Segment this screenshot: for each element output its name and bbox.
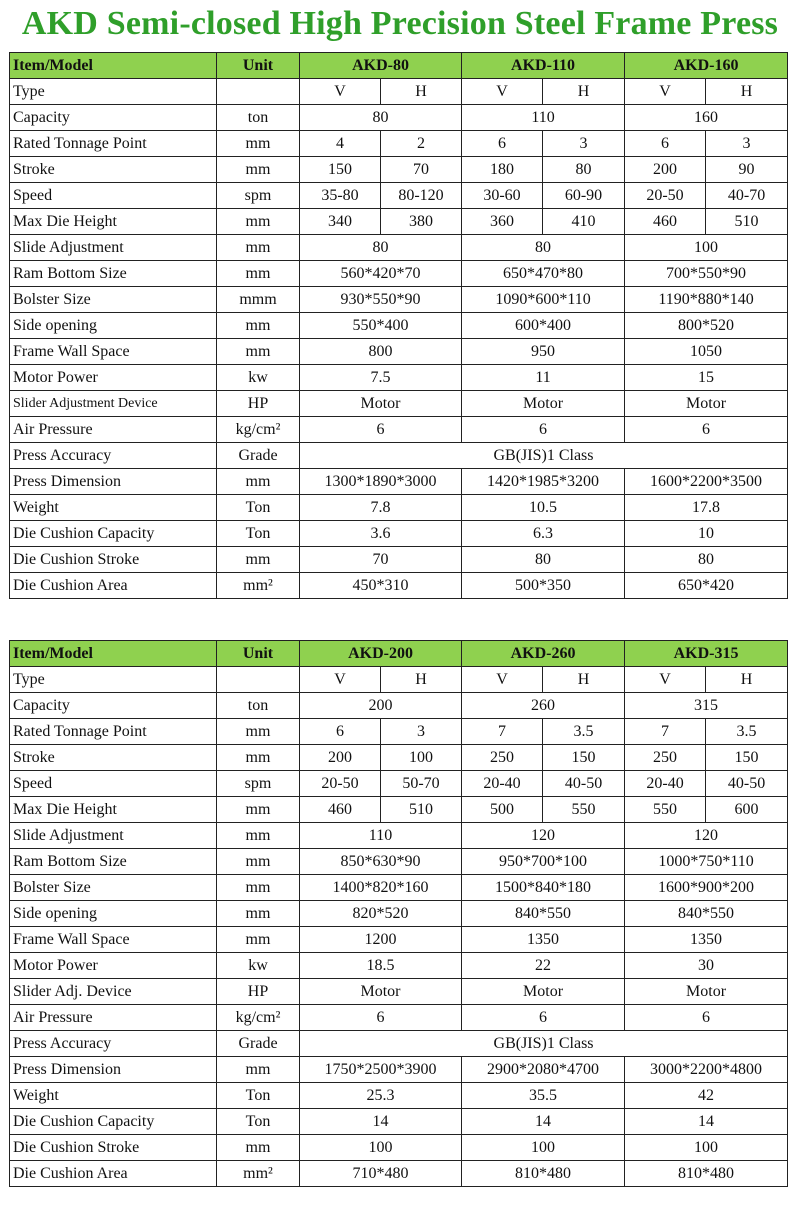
row-value: 20-50 <box>300 771 381 797</box>
row-unit: mm² <box>217 573 300 599</box>
row-unit: mm <box>217 209 300 235</box>
row-value: 80 <box>625 547 788 573</box>
row-value: 120 <box>462 823 625 849</box>
row-value: H <box>381 79 462 105</box>
row-value: 1200 <box>300 927 462 953</box>
row-unit: Ton <box>217 521 300 547</box>
row-value: H <box>706 667 788 693</box>
table-row <box>10 443 788 469</box>
row-unit: Grade <box>217 1031 300 1057</box>
row-value: 1000*750*110 <box>625 849 788 875</box>
row-value: Motor <box>300 979 462 1005</box>
row-value: 950 <box>462 339 625 365</box>
table-row <box>10 105 788 131</box>
row-value: 840*550 <box>625 901 788 927</box>
row-value: 80 <box>462 547 625 573</box>
row-label: Slider Adj. Device <box>10 979 217 1005</box>
table-row <box>10 469 788 495</box>
row-value: 810*480 <box>462 1161 625 1187</box>
row-value: 315 <box>625 693 788 719</box>
spec-table-1 <box>9 52 788 599</box>
row-value: V <box>300 79 381 105</box>
row-value: 30 <box>625 953 788 979</box>
row-unit: mm <box>217 313 300 339</box>
table-row <box>10 719 788 745</box>
row-value: 360 <box>462 209 543 235</box>
table-row <box>10 209 788 235</box>
table-row <box>10 79 788 105</box>
row-value: 3000*2200*4800 <box>625 1057 788 1083</box>
row-label: Bolster Size <box>10 287 217 313</box>
row-value: 200 <box>300 693 462 719</box>
row-value: H <box>543 79 625 105</box>
table-row <box>10 875 788 901</box>
row-value: GB(JIS)1 Class <box>300 443 788 469</box>
row-value: 11 <box>462 365 625 391</box>
row-unit: kg/cm² <box>217 417 300 443</box>
row-value: 950*700*100 <box>462 849 625 875</box>
row-value: 6.3 <box>462 521 625 547</box>
row-value: 1350 <box>462 927 625 953</box>
row-unit: kw <box>217 365 300 391</box>
row-value: 510 <box>706 209 788 235</box>
table-row <box>10 417 788 443</box>
table-row <box>10 745 788 771</box>
row-value: 35.5 <box>462 1083 625 1109</box>
row-value: V <box>625 667 706 693</box>
row-value: Motor <box>625 391 788 417</box>
row-label: Stroke <box>10 745 217 771</box>
row-unit: mm <box>217 469 300 495</box>
row-value: 7 <box>625 719 706 745</box>
table-row <box>10 1031 788 1057</box>
row-value: 460 <box>300 797 381 823</box>
header-model: AKD-200 <box>300 641 462 667</box>
row-unit: mm <box>217 823 300 849</box>
row-value: 150 <box>543 745 625 771</box>
row-value: 460 <box>625 209 706 235</box>
row-value: H <box>706 79 788 105</box>
row-value: 110 <box>300 823 462 849</box>
row-value: 650*420 <box>625 573 788 599</box>
row-value: 6 <box>300 719 381 745</box>
row-unit: mm <box>217 875 300 901</box>
row-unit: mm <box>217 1057 300 1083</box>
row-label: Speed <box>10 183 217 209</box>
row-value: 80 <box>462 235 625 261</box>
table-row <box>10 157 788 183</box>
row-value: 7 <box>462 719 543 745</box>
table-row <box>10 849 788 875</box>
row-value: 700*550*90 <box>625 261 788 287</box>
row-value: 930*550*90 <box>300 287 462 313</box>
row-label: Side opening <box>10 313 217 339</box>
row-value: 340 <box>300 209 381 235</box>
table-row <box>10 953 788 979</box>
row-value: 70 <box>381 157 462 183</box>
row-value: 80 <box>300 105 462 131</box>
row-unit: Ton <box>217 495 300 521</box>
row-label: Frame Wall Space <box>10 927 217 953</box>
row-value: 14 <box>625 1109 788 1135</box>
row-label: Press Dimension <box>10 469 217 495</box>
row-value: 100 <box>625 235 788 261</box>
row-unit: Ton <box>217 1109 300 1135</box>
row-value: 40-50 <box>543 771 625 797</box>
row-value: 4 <box>300 131 381 157</box>
row-unit: mm <box>217 797 300 823</box>
table-row <box>10 1083 788 1109</box>
row-value: 550 <box>625 797 706 823</box>
spec-table-2 <box>9 640 788 1187</box>
table-row <box>10 1161 788 1187</box>
row-value: 3 <box>543 131 625 157</box>
row-value: 550 <box>543 797 625 823</box>
row-unit: mm <box>217 849 300 875</box>
table-row <box>10 1057 788 1083</box>
row-value: 17.8 <box>625 495 788 521</box>
table-row <box>10 365 788 391</box>
table-row <box>10 901 788 927</box>
row-label: Air Pressure <box>10 417 217 443</box>
row-value: Motor <box>625 979 788 1005</box>
row-value: 500 <box>462 797 543 823</box>
row-value: 3.5 <box>543 719 625 745</box>
row-value: H <box>543 667 625 693</box>
row-value: 1400*820*160 <box>300 875 462 901</box>
row-unit: Ton <box>217 1083 300 1109</box>
row-value: 22 <box>462 953 625 979</box>
table-row <box>10 797 788 823</box>
row-unit: mmm <box>217 287 300 313</box>
table-row <box>10 823 788 849</box>
row-value: 600 <box>706 797 788 823</box>
row-value: 500*350 <box>462 573 625 599</box>
table-row <box>10 235 788 261</box>
row-label: Die Cushion Stroke <box>10 547 217 573</box>
row-label: Slide Adjustment <box>10 823 217 849</box>
row-value: V <box>462 667 543 693</box>
row-value: 100 <box>300 1135 462 1161</box>
row-label: Rated Tonnage Point <box>10 131 217 157</box>
row-value: 20-50 <box>625 183 706 209</box>
row-unit: mm <box>217 339 300 365</box>
table-row <box>10 131 788 157</box>
row-value: 450*310 <box>300 573 462 599</box>
row-value: 120 <box>625 823 788 849</box>
row-value: 710*480 <box>300 1161 462 1187</box>
row-value: 80 <box>543 157 625 183</box>
row-value: 550*400 <box>300 313 462 339</box>
row-value: 80-120 <box>381 183 462 209</box>
row-label: Motor Power <box>10 365 217 391</box>
header-unit: Unit <box>217 53 300 79</box>
row-value: 2900*2080*4700 <box>462 1057 625 1083</box>
row-value: 1600*2200*3500 <box>625 469 788 495</box>
row-value: 260 <box>462 693 625 719</box>
row-unit: mm <box>217 235 300 261</box>
row-value: 100 <box>625 1135 788 1161</box>
row-unit: spm <box>217 183 300 209</box>
row-unit: mm <box>217 901 300 927</box>
row-label: Die Cushion Area <box>10 573 217 599</box>
row-label: Capacity <box>10 693 217 719</box>
row-label: Weight <box>10 1083 217 1109</box>
row-value: 1050 <box>625 339 788 365</box>
row-value: 3.6 <box>300 521 462 547</box>
row-label: Type <box>10 79 217 105</box>
row-value: Motor <box>462 391 625 417</box>
row-label: Die Cushion Capacity <box>10 521 217 547</box>
row-value: GB(JIS)1 Class <box>300 1031 788 1057</box>
row-label: Speed <box>10 771 217 797</box>
row-value: 1600*900*200 <box>625 875 788 901</box>
row-label: Die Cushion Stroke <box>10 1135 217 1161</box>
table-row <box>10 927 788 953</box>
table-header-row <box>10 641 788 667</box>
table-row <box>10 1135 788 1161</box>
row-value: V <box>625 79 706 105</box>
row-value: 160 <box>625 105 788 131</box>
header-model: AKD-160 <box>625 53 788 79</box>
row-label: Slide Adjustment <box>10 235 217 261</box>
row-value: 6 <box>625 131 706 157</box>
table-row <box>10 667 788 693</box>
row-value: 1750*2500*3900 <box>300 1057 462 1083</box>
row-label: Slider Adjustment Device <box>10 391 217 417</box>
row-value: 80 <box>300 235 462 261</box>
row-value: 6 <box>462 1005 625 1031</box>
header-model: AKD-80 <box>300 53 462 79</box>
row-unit: mm <box>217 261 300 287</box>
row-label: Ram Bottom Size <box>10 849 217 875</box>
row-value: 3.5 <box>706 719 788 745</box>
table-header-row <box>10 53 788 79</box>
row-value: 20-40 <box>462 771 543 797</box>
row-value: 7.8 <box>300 495 462 521</box>
row-value: 50-70 <box>381 771 462 797</box>
row-label: Bolster Size <box>10 875 217 901</box>
row-value: 90 <box>706 157 788 183</box>
row-value: V <box>462 79 543 105</box>
row-value: 6 <box>462 131 543 157</box>
row-value: 150 <box>706 745 788 771</box>
row-value: 810*480 <box>625 1161 788 1187</box>
row-unit: ton <box>217 105 300 131</box>
row-unit: mm² <box>217 1161 300 1187</box>
row-label: Die Cushion Area <box>10 1161 217 1187</box>
row-value: 100 <box>462 1135 625 1161</box>
row-value: 6 <box>625 1005 788 1031</box>
row-value: 2 <box>381 131 462 157</box>
row-label: Air Pressure <box>10 1005 217 1031</box>
row-value: 510 <box>381 797 462 823</box>
row-value: 60-90 <box>543 183 625 209</box>
row-label: Press Accuracy <box>10 443 217 469</box>
row-label: Side opening <box>10 901 217 927</box>
row-label: Capacity <box>10 105 217 131</box>
table-row <box>10 979 788 1005</box>
table-row <box>10 495 788 521</box>
row-value: 6 <box>625 417 788 443</box>
row-label: Motor Power <box>10 953 217 979</box>
row-value: 14 <box>462 1109 625 1135</box>
row-unit: mm <box>217 745 300 771</box>
row-unit: mm <box>217 131 300 157</box>
table-row <box>10 693 788 719</box>
row-value: 1350 <box>625 927 788 953</box>
table-row <box>10 391 788 417</box>
table-row <box>10 771 788 797</box>
row-value: 110 <box>462 105 625 131</box>
table-row <box>10 521 788 547</box>
table-row <box>10 1109 788 1135</box>
row-value: H <box>381 667 462 693</box>
header-model: AKD-260 <box>462 641 625 667</box>
row-value: 380 <box>381 209 462 235</box>
row-value: 250 <box>625 745 706 771</box>
row-value: 10.5 <box>462 495 625 521</box>
table-row <box>10 287 788 313</box>
row-label: Max Die Height <box>10 209 217 235</box>
row-unit: HP <box>217 979 300 1005</box>
row-value: 7.5 <box>300 365 462 391</box>
table-row <box>10 339 788 365</box>
row-value: 1300*1890*3000 <box>300 469 462 495</box>
row-label: Rated Tonnage Point <box>10 719 217 745</box>
row-value: 180 <box>462 157 543 183</box>
row-unit: kw <box>217 953 300 979</box>
row-label: Type <box>10 667 217 693</box>
row-value: 18.5 <box>300 953 462 979</box>
row-value: 6 <box>462 417 625 443</box>
header-model: AKD-110 <box>462 53 625 79</box>
table-row <box>10 313 788 339</box>
row-value: 30-60 <box>462 183 543 209</box>
row-value: V <box>300 667 381 693</box>
row-unit: mm <box>217 1135 300 1161</box>
row-value: 800*520 <box>625 313 788 339</box>
row-value: 1090*600*110 <box>462 287 625 313</box>
table-row <box>10 261 788 287</box>
row-value: 6 <box>300 417 462 443</box>
row-unit: mm <box>217 157 300 183</box>
row-value: 850*630*90 <box>300 849 462 875</box>
row-value: 840*550 <box>462 901 625 927</box>
table-row <box>10 1005 788 1031</box>
row-label: Ram Bottom Size <box>10 261 217 287</box>
row-value: 200 <box>625 157 706 183</box>
table-row <box>10 547 788 573</box>
row-unit: ton <box>217 693 300 719</box>
row-value: 42 <box>625 1083 788 1109</box>
row-label: Frame Wall Space <box>10 339 217 365</box>
row-value: 600*400 <box>462 313 625 339</box>
row-value: 25.3 <box>300 1083 462 1109</box>
header-item: Item/Model <box>10 641 217 667</box>
row-value: 200 <box>300 745 381 771</box>
row-unit <box>217 79 300 105</box>
row-unit: mm <box>217 719 300 745</box>
table-row <box>10 183 788 209</box>
row-value: 35-80 <box>300 183 381 209</box>
row-value: 560*420*70 <box>300 261 462 287</box>
row-unit: spm <box>217 771 300 797</box>
page-title: AKD Semi-closed High Precision Steel Frame Press <box>21 5 779 42</box>
row-label: Weight <box>10 495 217 521</box>
row-value: 14 <box>300 1109 462 1135</box>
row-value: 250 <box>462 745 543 771</box>
row-value: 800 <box>300 339 462 365</box>
row-unit: kg/cm² <box>217 1005 300 1031</box>
row-value: 1500*840*180 <box>462 875 625 901</box>
row-label: Press Accuracy <box>10 1031 217 1057</box>
row-label: Max Die Height <box>10 797 217 823</box>
header-model: AKD-315 <box>625 641 788 667</box>
row-value: Motor <box>300 391 462 417</box>
row-value: 10 <box>625 521 788 547</box>
row-value: 3 <box>706 131 788 157</box>
row-value: 1190*880*140 <box>625 287 788 313</box>
row-label: Stroke <box>10 157 217 183</box>
row-value: 6 <box>300 1005 462 1031</box>
row-value: 3 <box>381 719 462 745</box>
row-unit: HP <box>217 391 300 417</box>
row-label: Press Dimension <box>10 1057 217 1083</box>
table-row <box>10 573 788 599</box>
header-item: Item/Model <box>10 53 217 79</box>
row-value: 40-70 <box>706 183 788 209</box>
row-unit: mm <box>217 927 300 953</box>
row-value: 70 <box>300 547 462 573</box>
row-value: 150 <box>300 157 381 183</box>
row-unit <box>217 667 300 693</box>
row-value: 100 <box>381 745 462 771</box>
row-value: 820*520 <box>300 901 462 927</box>
header-unit: Unit <box>217 641 300 667</box>
row-value: 1420*1985*3200 <box>462 469 625 495</box>
row-value: 650*470*80 <box>462 261 625 287</box>
row-label: Die Cushion Capacity <box>10 1109 217 1135</box>
row-unit: mm <box>217 547 300 573</box>
row-value: 15 <box>625 365 788 391</box>
row-value: 40-50 <box>706 771 788 797</box>
row-value: 20-40 <box>625 771 706 797</box>
row-value: Motor <box>462 979 625 1005</box>
row-unit: Grade <box>217 443 300 469</box>
row-value: 410 <box>543 209 625 235</box>
